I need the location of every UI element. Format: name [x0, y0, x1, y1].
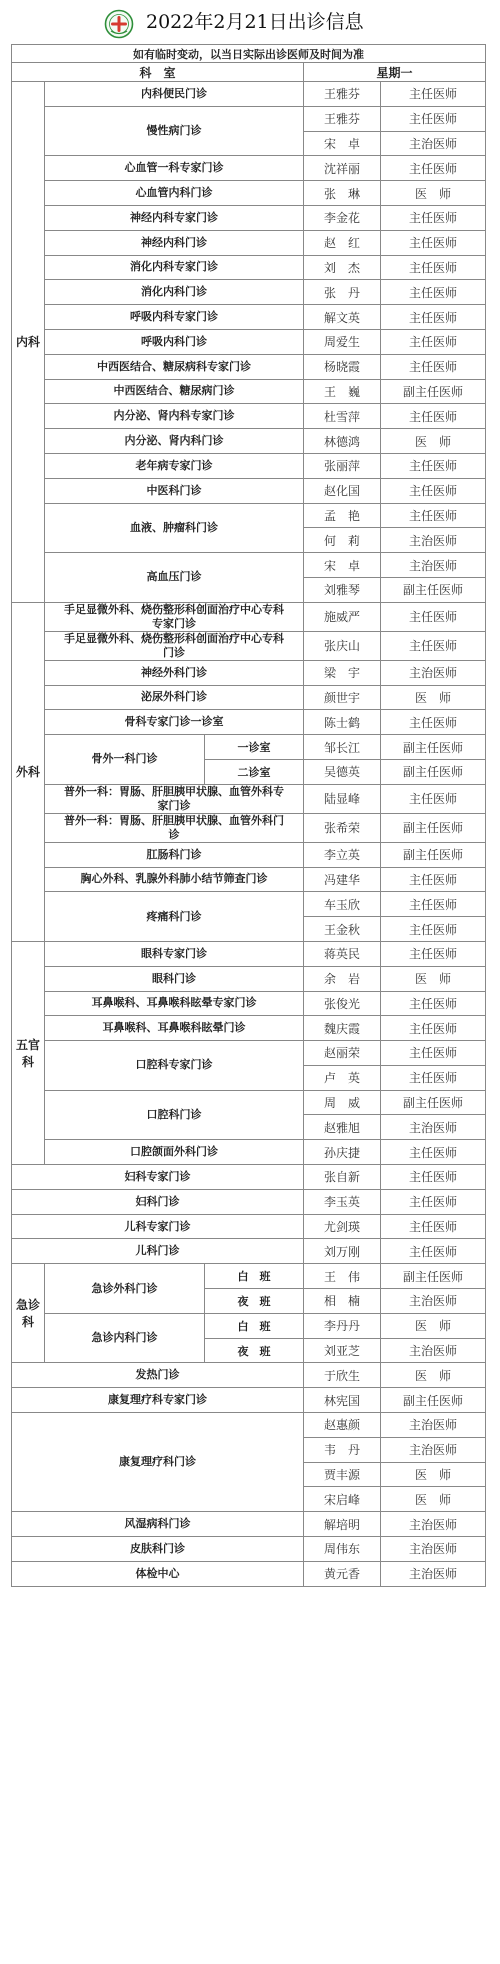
doctor-title: 副主任医师	[381, 577, 486, 602]
doctor-name: 尤剑瑛	[304, 1214, 381, 1239]
doctor-title: 主任医师	[381, 1140, 486, 1165]
doctor-title: 主治医师	[381, 1338, 486, 1363]
doctor-name: 孙庆捷	[304, 1140, 381, 1165]
schedule-row	[12, 230, 486, 255]
schedule-row	[12, 429, 486, 454]
doctor-title: 副主任医师	[381, 842, 486, 867]
doctor-title: 副主任医师	[381, 1090, 486, 1115]
department-name: 耳鼻喉科、耳鼻喉科眩晕门诊	[102, 1021, 246, 1035]
department-cell	[45, 784, 304, 813]
doctor-title: 主任医师	[381, 1016, 486, 1041]
schedule-row	[12, 842, 486, 867]
doctor-name: 林德鸿	[304, 429, 381, 454]
doctor-title: 主任医师	[381, 1214, 486, 1239]
doctor-name: 魏庆霞	[304, 1016, 381, 1041]
department-cell	[45, 1140, 304, 1165]
doctor-name: 余 岩	[304, 966, 381, 991]
doctor-title: 主任医师	[381, 280, 486, 305]
department-name: 中西医结合、糖尿病科专家门诊	[97, 359, 251, 373]
schedule-row	[12, 1388, 486, 1413]
department-cell	[45, 429, 304, 454]
doctor-name: 韦 丹	[304, 1437, 381, 1462]
doctor-name: 张 琳	[304, 181, 381, 206]
doctor-title: 主任医师	[381, 82, 486, 107]
schedule-row	[12, 892, 486, 917]
schedule-row	[12, 660, 486, 685]
doctor-title: 副主任医师	[381, 813, 486, 842]
department-cell	[45, 82, 304, 107]
notice-row	[12, 45, 486, 63]
doctor-name: 蒋英民	[304, 941, 381, 966]
doctor-title: 医 师	[381, 181, 486, 206]
schedule-row	[12, 685, 486, 710]
doctor-name: 吴德英	[304, 759, 381, 784]
doctor-name: 赵 红	[304, 230, 381, 255]
department-cell	[45, 553, 304, 603]
doctor-name: 贾丰源	[304, 1462, 381, 1487]
department-cell	[12, 1165, 304, 1190]
schedule-row	[12, 205, 486, 230]
department-name: 内分泌、肾内科专家门诊	[113, 409, 235, 423]
doctor-name: 邹长江	[304, 735, 381, 760]
department-name: 胸心外科、乳腺外科肺小结节筛查门诊	[80, 872, 268, 886]
department-cell	[45, 453, 304, 478]
schedule-row	[12, 1214, 486, 1239]
department-cell	[45, 660, 304, 685]
department-name: 手足显微外科、烧伤整形科创面治疗中心专科门诊	[64, 631, 284, 659]
category-cell: 五官科	[12, 941, 45, 1164]
doctor-title: 主任医师	[381, 631, 486, 660]
doctor-name: 张俊光	[304, 991, 381, 1016]
doctor-title: 主任医师	[381, 453, 486, 478]
department-name: 呼吸内科门诊	[141, 334, 207, 348]
schedule-row	[12, 453, 486, 478]
schedule-row	[12, 813, 486, 842]
doctor-title: 主任医师	[381, 354, 486, 379]
doctor-name: 陈士鹤	[304, 710, 381, 735]
department-name: 妇科专家门诊	[124, 1169, 191, 1183]
department-name: 急诊外科门诊	[91, 1281, 158, 1295]
doctor-name: 何 莉	[304, 528, 381, 553]
schedule-row	[12, 1016, 486, 1041]
doctor-title: 主任医师	[381, 867, 486, 892]
department-cell	[12, 1537, 304, 1562]
department-name: 神经内科专家门诊	[130, 210, 218, 224]
schedule-row	[12, 867, 486, 892]
department-name: 消化内科门诊	[141, 285, 207, 299]
doctor-name: 杨晓霞	[304, 354, 381, 379]
department-name: 眼科专家门诊	[141, 946, 207, 960]
department-name: 口腔科专家门诊	[135, 1058, 213, 1072]
department-name: 急诊内科门诊	[91, 1331, 158, 1345]
doctor-title: 主任医师	[381, 1189, 486, 1214]
doctor-name: 车玉欣	[304, 892, 381, 917]
doctor-name: 颜世宇	[304, 685, 381, 710]
schedule-row	[12, 379, 486, 404]
doctor-title: 医 师	[381, 1462, 486, 1487]
doctor-title: 医 师	[381, 966, 486, 991]
column-header-department: 科 室	[12, 63, 304, 82]
department-name: 口腔颌面外科门诊	[130, 1145, 218, 1159]
session-cell: 二诊室	[205, 759, 304, 784]
schedule-table	[11, 44, 486, 1587]
doctor-name: 解培明	[304, 1512, 381, 1537]
department-cell	[12, 1363, 304, 1388]
doctor-name: 张丽萍	[304, 453, 381, 478]
department-name: 慢性病门诊	[146, 124, 202, 138]
department-name: 皮肤科门诊	[130, 1541, 185, 1555]
department-name: 普外一科：胃肠、肝胆胰甲状腺、血管外科门诊	[64, 813, 284, 841]
doctor-name: 卢 英	[304, 1065, 381, 1090]
doctor-title: 医 师	[381, 1487, 486, 1512]
schedule-row	[12, 404, 486, 429]
schedule-row	[12, 503, 486, 528]
doctor-title: 主任医师	[381, 305, 486, 330]
doctor-title: 主任医师	[381, 1041, 486, 1066]
doctor-title: 主任医师	[381, 1165, 486, 1190]
department-cell	[45, 813, 304, 842]
department-cell	[45, 305, 304, 330]
department-name: 中医科门诊	[146, 483, 202, 497]
doctor-name: 李玉英	[304, 1189, 381, 1214]
department-cell	[45, 181, 304, 206]
doctor-name: 张庆山	[304, 631, 381, 660]
doctor-name: 宋 卓	[304, 553, 381, 578]
doctor-title: 主任医师	[381, 503, 486, 528]
department-cell	[12, 1388, 304, 1413]
schedule-row	[12, 305, 486, 330]
department-name: 妇科门诊	[135, 1194, 180, 1208]
department-name: 康复理疗科专家门诊	[108, 1393, 207, 1407]
department-cell	[45, 710, 304, 735]
schedule-row	[12, 1561, 486, 1586]
doctor-title: 副主任医师	[381, 1388, 486, 1413]
schedule-row	[12, 1189, 486, 1214]
doctor-name: 周伟东	[304, 1537, 381, 1562]
department-cell	[45, 329, 304, 354]
doctor-title: 主治医师	[381, 1537, 486, 1562]
doctor-title: 主任医师	[381, 404, 486, 429]
department-name: 儿科专家门诊	[124, 1219, 191, 1233]
doctor-title: 医 师	[381, 1363, 486, 1388]
department-name: 口腔科门诊	[146, 1107, 202, 1121]
doctor-name: 解文英	[304, 305, 381, 330]
schedule-row	[12, 941, 486, 966]
session-cell: 一诊室	[205, 735, 304, 760]
doctor-title: 主任医师	[381, 106, 486, 131]
doctor-name: 孟 艳	[304, 503, 381, 528]
doctor-title: 医 师	[381, 1313, 486, 1338]
doctor-title: 主治医师	[381, 553, 486, 578]
doctor-name: 王雅芬	[304, 106, 381, 131]
doctor-name: 黄元香	[304, 1561, 381, 1586]
department-cell	[45, 354, 304, 379]
doctor-name: 张 丹	[304, 280, 381, 305]
schedule-row	[12, 329, 486, 354]
schedule-row	[12, 1165, 486, 1190]
department-name: 耳鼻喉科、耳鼻喉科眩晕专家门诊	[91, 996, 257, 1010]
department-cell	[12, 1189, 304, 1214]
department-name: 康复理疗科门诊	[119, 1455, 196, 1469]
doctor-title: 副主任医师	[381, 759, 486, 784]
doctor-title: 副主任医师	[381, 735, 486, 760]
department-cell	[45, 280, 304, 305]
schedule-row	[12, 735, 486, 760]
doctor-name: 陆显峰	[304, 784, 381, 813]
page-title: 2022年2月21日出诊信息	[146, 11, 364, 33]
department-name: 肛肠科门诊	[146, 847, 202, 861]
schedule-row	[12, 156, 486, 181]
schedule-row	[12, 181, 486, 206]
department-name: 心血管一科专家门诊	[124, 161, 224, 175]
schedule-row	[12, 1090, 486, 1115]
department-name: 内科便民门诊	[141, 86, 207, 100]
department-cell	[45, 735, 205, 785]
session-cell: 白 班	[205, 1313, 304, 1338]
doctor-title: 主治医师	[381, 1437, 486, 1462]
department-cell	[45, 503, 304, 553]
doctor-title: 主任医师	[381, 230, 486, 255]
schedule-row	[12, 1264, 486, 1289]
department-name: 普外一科：胃肠、肝胆胰甲状腺、血管外科专家门诊	[64, 784, 284, 812]
doctor-title: 主任医师	[381, 255, 486, 280]
doctor-name: 林宪国	[304, 1388, 381, 1413]
department-name: 骨外一科门诊	[91, 752, 158, 766]
department-name: 中西医结合、糖尿病门诊	[113, 384, 235, 398]
doctor-name: 刘亚芝	[304, 1338, 381, 1363]
doctor-title: 副主任医师	[381, 1264, 486, 1289]
doctor-name: 冯建华	[304, 867, 381, 892]
doctor-title: 主任医师	[381, 1239, 486, 1264]
doctor-title: 医 师	[381, 685, 486, 710]
doctor-name: 刘万刚	[304, 1239, 381, 1264]
doctor-name: 王雅芬	[304, 82, 381, 107]
doctor-title: 主任医师	[381, 892, 486, 917]
doctor-name: 周 威	[304, 1090, 381, 1115]
doctor-name: 赵雅旭	[304, 1115, 381, 1140]
department-cell	[45, 842, 304, 867]
department-cell	[45, 602, 304, 631]
doctor-name: 于欣生	[304, 1363, 381, 1388]
department-cell	[45, 255, 304, 280]
doctor-title: 主治医师	[381, 1561, 486, 1586]
doctor-name: 张希荣	[304, 813, 381, 842]
department-cell	[12, 1413, 304, 1512]
doctor-name: 刘雅琴	[304, 577, 381, 602]
doctor-title: 主任医师	[381, 941, 486, 966]
department-name: 心血管内科门诊	[135, 186, 213, 200]
department-cell	[45, 867, 304, 892]
department-name: 消化内科专家门诊	[130, 260, 218, 274]
schedule-row	[12, 1413, 486, 1438]
doctor-title: 主治医师	[381, 528, 486, 553]
department-cell	[12, 1512, 304, 1537]
session-cell: 夜 班	[205, 1289, 304, 1314]
schedule-row	[12, 280, 486, 305]
doctor-name: 周爱生	[304, 329, 381, 354]
doctor-name: 杜雪萍	[304, 404, 381, 429]
doctor-name: 梁 宇	[304, 660, 381, 685]
session-cell: 夜 班	[205, 1338, 304, 1363]
department-cell	[45, 1041, 304, 1091]
department-cell	[45, 1264, 205, 1314]
schedule-row	[12, 1363, 486, 1388]
department-name: 泌尿外科门诊	[141, 690, 207, 704]
department-cell	[45, 205, 304, 230]
doctor-title: 主任医师	[381, 1065, 486, 1090]
doctor-title: 主治医师	[381, 1289, 486, 1314]
doctor-name: 刘 杰	[304, 255, 381, 280]
doctor-title: 主任医师	[381, 917, 486, 942]
department-cell	[45, 991, 304, 1016]
schedule-row	[12, 1313, 486, 1338]
schedule-row	[12, 1140, 486, 1165]
category-cell: 急诊科	[12, 1264, 45, 1363]
category-cell: 外科	[12, 602, 45, 941]
session-cell: 白 班	[205, 1264, 304, 1289]
doctor-name: 宋 卓	[304, 131, 381, 156]
department-name: 呼吸内科专家门诊	[130, 310, 218, 324]
department-cell	[45, 379, 304, 404]
department-name: 儿科门诊	[135, 1244, 180, 1258]
doctor-name: 李丹丹	[304, 1313, 381, 1338]
schedule-row	[12, 991, 486, 1016]
column-header-weekday: 星期一	[304, 63, 486, 82]
schedule-row	[12, 106, 486, 131]
schedule-row	[12, 255, 486, 280]
schedule-row	[12, 602, 486, 631]
department-name: 体检中心	[135, 1566, 180, 1580]
department-name: 风湿病科门诊	[124, 1517, 191, 1531]
department-cell	[12, 1239, 304, 1264]
department-cell	[45, 1313, 205, 1363]
department-cell	[45, 631, 304, 660]
department-name: 老年病专家门诊	[135, 458, 213, 472]
doctor-title: 主治医师	[381, 660, 486, 685]
schedule-row	[12, 354, 486, 379]
schedule-row	[12, 553, 486, 578]
header-row	[12, 63, 486, 82]
doctor-title: 主任医师	[381, 602, 486, 631]
schedule-row	[12, 631, 486, 660]
department-cell	[45, 230, 304, 255]
doctor-title: 主任医师	[381, 478, 486, 503]
schedule-row	[12, 784, 486, 813]
doctor-title: 主任医师	[381, 784, 486, 813]
doctor-title: 主治医师	[381, 131, 486, 156]
doctor-title: 主任医师	[381, 156, 486, 181]
doctor-name: 张自新	[304, 1165, 381, 1190]
doctor-name: 王金秋	[304, 917, 381, 942]
department-name: 神经外科门诊	[141, 665, 207, 679]
schedule-row	[12, 1537, 486, 1562]
department-cell	[45, 1090, 304, 1140]
doctor-name: 赵化国	[304, 478, 381, 503]
department-name: 神经内科门诊	[141, 235, 207, 249]
doctor-name: 王 巍	[304, 379, 381, 404]
doctor-name: 李立英	[304, 842, 381, 867]
doctor-title: 副主任医师	[381, 379, 486, 404]
hospital-logo-icon	[104, 9, 134, 39]
doctor-name: 施威严	[304, 602, 381, 631]
department-cell	[45, 404, 304, 429]
department-cell	[45, 685, 304, 710]
department-name: 血液、肿瘤科门诊	[130, 520, 218, 534]
doctor-name: 宋启峰	[304, 1487, 381, 1512]
department-name: 手足显微外科、烧伤整形科创面治疗中心专科专家门诊	[64, 602, 284, 630]
doctor-name: 赵惠颜	[304, 1413, 381, 1438]
doctor-title: 主治医师	[381, 1512, 486, 1537]
department-cell	[45, 106, 304, 156]
department-name: 眼科门诊	[152, 971, 196, 985]
doctor-title: 医 师	[381, 429, 486, 454]
department-name: 疼痛科门诊	[146, 909, 202, 923]
doctor-title: 主治医师	[381, 1413, 486, 1438]
schedule-row	[12, 478, 486, 503]
doctor-name: 赵丽荣	[304, 1041, 381, 1066]
header	[0, 0, 500, 44]
department-cell	[45, 478, 304, 503]
department-name: 骨科专家门诊一诊室	[124, 715, 224, 729]
doctor-title: 主治医师	[381, 1115, 486, 1140]
doctor-title: 主任医师	[381, 710, 486, 735]
doctor-title: 主任医师	[381, 991, 486, 1016]
notice-text: 如有临时变动，以当日实际出诊医师及时间为准	[12, 45, 486, 63]
department-cell	[45, 892, 304, 942]
schedule-row	[12, 710, 486, 735]
schedule-row	[12, 1239, 486, 1264]
department-cell	[45, 156, 304, 181]
schedule-row	[12, 82, 486, 107]
doctor-name: 李金花	[304, 205, 381, 230]
department-cell	[12, 1214, 304, 1239]
doctor-name: 相 楠	[304, 1289, 381, 1314]
schedule-row	[12, 966, 486, 991]
doctor-title: 主任医师	[381, 205, 486, 230]
department-name: 高血压门诊	[146, 570, 202, 584]
department-cell	[45, 1016, 304, 1041]
doctor-name: 沈祥丽	[304, 156, 381, 181]
department-cell	[45, 966, 304, 991]
doctor-title: 主任医师	[381, 329, 486, 354]
schedule-row	[12, 1041, 486, 1066]
department-name: 发热门诊	[135, 1368, 180, 1382]
category-cell: 内科	[12, 82, 45, 603]
department-name: 内分泌、肾内科门诊	[124, 434, 224, 448]
schedule-row	[12, 1512, 486, 1537]
doctor-name: 王 伟	[304, 1264, 381, 1289]
department-cell	[12, 1561, 304, 1586]
department-cell	[45, 941, 304, 966]
